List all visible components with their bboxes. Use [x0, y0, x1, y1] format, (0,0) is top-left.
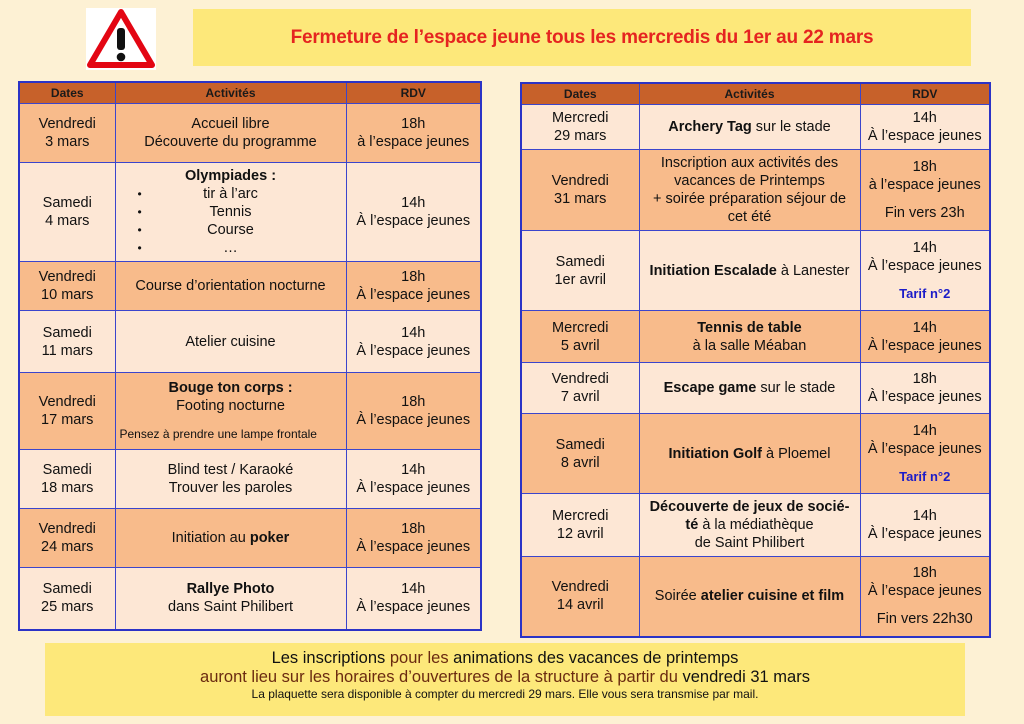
activity-line: Découverte du programme — [144, 134, 317, 150]
activity-highlight: té — [685, 517, 699, 533]
col-header-activites: Activités — [639, 83, 860, 105]
table-row — [521, 105, 990, 150]
activity-highlight: Initiation Escalade — [649, 262, 777, 279]
rdv-time: 14h — [912, 239, 937, 256]
rdv-place: à l’espace jeunes — [868, 177, 981, 193]
activity-cell — [115, 104, 346, 163]
rdv-cell — [860, 231, 990, 311]
rdv-end-time: Fin vers 22h30 — [876, 611, 973, 628]
date-cell — [19, 568, 115, 630]
rdv-time: 14h — [401, 195, 426, 211]
table-header-row — [19, 82, 481, 104]
rdv-cell — [346, 104, 481, 163]
registration-info-box — [45, 643, 965, 716]
rdv-time: 18h — [401, 521, 426, 537]
activity-line: Trouver les paroles — [168, 480, 293, 496]
activity-title: Bouge ton corps : — [168, 380, 293, 396]
activity-line: Soirée — [654, 588, 701, 605]
activity-line-group — [644, 516, 856, 534]
activity-line: + soirée préparation séjour de — [652, 191, 847, 207]
date-value: 3 mars — [45, 134, 90, 150]
rdv-place: À l’espace jeunes — [867, 128, 982, 144]
table-row — [521, 231, 990, 311]
rdv-cell — [346, 373, 481, 450]
activity-cell — [639, 363, 860, 414]
date-value: 14 avril — [556, 597, 604, 614]
activity-cell — [115, 450, 346, 509]
schedule-table-april — [520, 82, 991, 638]
activity-highlight: Initiation Golf — [668, 445, 762, 462]
date-value: 1er avril — [554, 271, 607, 288]
registration-date: vendredi 31 mars — [682, 668, 810, 686]
rdv-cell — [860, 105, 990, 150]
activity-line: sur le stade — [751, 119, 831, 135]
activity-cell — [115, 568, 346, 630]
date-day: Samedi — [555, 436, 605, 453]
activity-title: Tennis de table — [697, 319, 802, 336]
activity-line: Atelier cuisine — [185, 333, 276, 350]
list-item: • Course — [120, 221, 342, 239]
rdv-place: à l’espace jeunes — [357, 134, 470, 150]
date-cell — [521, 414, 639, 494]
date-value: 4 mars — [45, 213, 90, 229]
rdv-cell — [860, 557, 990, 637]
registration-note: La plaquette sera disponible à compter du mercredi 29 mars. Elle vous sera transmise par mail. — [251, 687, 759, 701]
date-cell — [19, 450, 115, 509]
rdv-time: 14h — [401, 581, 426, 598]
list-item: • … — [120, 239, 342, 257]
rdv-cell — [860, 494, 990, 557]
col-header-dates: Dates — [521, 83, 639, 105]
date-value: 24 mars — [41, 539, 94, 555]
col-header-rdv: RDV — [860, 83, 990, 105]
activity-cell — [639, 414, 860, 494]
date-day: Samedi — [42, 462, 92, 478]
rdv-time: 18h — [401, 116, 426, 132]
rdv-cell — [346, 311, 481, 373]
activity-line: dans Saint Philibert — [168, 599, 293, 616]
activity-line: à Lanester — [776, 262, 850, 279]
activity-cell — [115, 262, 346, 311]
table-row — [521, 557, 990, 637]
rdv-place: À l’espace jeunes — [867, 440, 982, 457]
rdv-place: À l’espace jeunes — [867, 583, 982, 600]
date-value: 5 avril — [560, 337, 600, 354]
date-value: 10 mars — [41, 287, 94, 303]
registration-text: pour les — [385, 649, 454, 667]
activity-highlight: Escape game — [663, 380, 757, 396]
rdv-time: 14h — [912, 422, 937, 439]
registration-text: auront lieu sur les horaires d’ouvertures de la structure à partir du — [200, 668, 683, 686]
rdv-place: À l’espace jeunes — [356, 480, 471, 496]
rdv-place: À l’espace jeunes — [356, 539, 471, 555]
date-day: Samedi — [42, 324, 92, 341]
table-row — [19, 262, 481, 311]
date-cell — [19, 104, 115, 163]
rdv-place: À l’espace jeunes — [867, 526, 982, 542]
date-value: 17 mars — [41, 412, 94, 428]
rdv-end-time: Fin vers 23h — [884, 205, 965, 221]
activity-title: Olympiades : — [184, 168, 277, 184]
date-value: 25 mars — [41, 599, 94, 616]
date-day: Vendredi — [38, 521, 96, 537]
table-row — [19, 104, 481, 163]
rdv-place: À l’espace jeunes — [356, 287, 471, 303]
col-header-dates: Dates — [19, 82, 115, 104]
activity-highlight: Découverte de jeux de socié- — [649, 499, 850, 515]
table-row — [521, 150, 990, 231]
date-day: Vendredi — [38, 394, 96, 410]
activity-line: à la médiathèque — [698, 517, 814, 533]
activity-cell — [639, 150, 860, 231]
date-cell — [521, 557, 639, 637]
date-day: Mercredi — [552, 319, 609, 336]
rdv-place: À l’espace jeunes — [356, 412, 471, 428]
activity-line: cet été — [727, 209, 772, 225]
list-item: • Tennis — [120, 203, 342, 221]
activity-line: Initiation au — [171, 530, 250, 546]
date-day: Vendredi — [551, 173, 609, 189]
date-cell — [19, 311, 115, 373]
activity-bullet-list — [120, 185, 342, 257]
date-day: Vendredi — [38, 269, 96, 285]
date-day: Vendredi — [38, 116, 96, 132]
table-row — [521, 311, 990, 363]
date-cell — [521, 494, 639, 557]
table-row — [521, 494, 990, 557]
rdv-cell — [860, 363, 990, 414]
date-cell — [19, 509, 115, 568]
tarif-label: Tarif n°2 — [899, 285, 951, 301]
activity-line: Footing nocturne — [176, 398, 285, 414]
activity-line: vacances de Printemps — [674, 173, 825, 189]
rdv-time: 18h — [912, 371, 937, 387]
activity-cell — [639, 557, 860, 637]
date-cell — [19, 373, 115, 450]
list-item: • tir à l’arc — [120, 185, 342, 203]
date-day: Samedi — [555, 253, 605, 270]
warning-triangle-icon — [86, 8, 156, 70]
date-day: Samedi — [42, 581, 92, 598]
activity-cell — [639, 311, 860, 363]
activity-cell — [639, 105, 860, 150]
activity-note: Pensez à prendre une lampe frontale — [119, 427, 317, 441]
date-value: 31 mars — [554, 191, 607, 207]
activity-cell — [115, 163, 346, 262]
date-value: 11 mars — [41, 342, 93, 359]
date-value: 8 avril — [560, 454, 600, 471]
rdv-cell — [346, 450, 481, 509]
col-header-activites: Activités — [115, 82, 346, 104]
activity-highlight: Archery Tag — [668, 119, 752, 135]
rdv-time: 18h — [401, 269, 426, 285]
activity-line: à Ploemel — [761, 445, 831, 462]
rdv-place: À l’espace jeunes — [867, 389, 982, 405]
activity-highlight: poker — [249, 530, 290, 546]
rdv-cell — [860, 414, 990, 494]
registration-line-1 — [45, 649, 965, 668]
rdv-place: À l’espace jeunes — [867, 257, 982, 274]
rdv-cell — [346, 509, 481, 568]
date-value: 12 avril — [556, 526, 604, 542]
activity-cell — [115, 509, 346, 568]
rdv-cell — [860, 311, 990, 363]
table-row — [521, 414, 990, 494]
activity-cell — [115, 373, 346, 450]
registration-highlight: animations des vacances de printemps — [453, 649, 739, 667]
rdv-cell — [346, 262, 481, 311]
activity-title: Rallye Photo — [186, 581, 275, 598]
rdv-cell — [860, 150, 990, 231]
activity-line: sur le stade — [756, 380, 836, 396]
table-header-row — [521, 83, 990, 105]
date-day: Vendredi — [551, 579, 609, 596]
date-day: Vendredi — [551, 371, 609, 387]
rdv-time: 18h — [912, 565, 937, 582]
activity-line: Course d’orientation nocturne — [135, 278, 326, 294]
registration-line-2 — [45, 668, 965, 687]
date-cell — [521, 105, 639, 150]
table-row — [19, 450, 481, 509]
activity-highlight: atelier cuisine et film — [700, 588, 845, 605]
rdv-time: 14h — [401, 324, 426, 341]
activity-line: Inscription aux activités des — [660, 155, 839, 171]
rdv-place: À l’espace jeunes — [356, 342, 471, 359]
date-day: Samedi — [42, 195, 92, 211]
date-cell — [521, 311, 639, 363]
rdv-cell — [346, 163, 481, 262]
date-value: 18 mars — [41, 480, 94, 496]
rdv-time: 14h — [912, 110, 937, 126]
activity-line: à la salle Méaban — [692, 337, 807, 354]
closure-banner — [193, 9, 971, 66]
date-day: Mercredi — [552, 110, 609, 126]
table-row — [19, 163, 481, 262]
col-header-rdv: RDV — [346, 82, 481, 104]
date-cell — [521, 231, 639, 311]
table-row — [19, 509, 481, 568]
activity-line: de Saint Philibert — [694, 535, 805, 551]
table-row — [521, 363, 990, 414]
table-row — [19, 311, 481, 373]
date-cell — [19, 163, 115, 262]
date-value: 29 mars — [554, 128, 607, 144]
date-cell — [521, 363, 639, 414]
rdv-cell — [346, 568, 481, 630]
activity-cell — [639, 494, 860, 557]
activity-line: Blind test / Karaoké — [167, 462, 294, 478]
rdv-time: 18h — [912, 159, 937, 175]
rdv-time: 18h — [401, 394, 426, 410]
date-day: Mercredi — [552, 508, 609, 524]
tarif-label: Tarif n°2 — [899, 468, 951, 484]
closure-banner-text: Fermeture de l’espace jeune tous les mercredis du 1er au 22 mars — [290, 26, 874, 48]
date-cell — [19, 262, 115, 311]
rdv-time: 14h — [401, 462, 426, 478]
rdv-place: À l’espace jeunes — [356, 599, 471, 616]
rdv-place: À l’espace jeunes — [356, 213, 471, 229]
table-row — [19, 373, 481, 450]
table-row — [19, 568, 481, 630]
rdv-place: À l’espace jeunes — [867, 337, 982, 354]
date-cell — [521, 150, 639, 231]
activity-cell — [115, 311, 346, 373]
rdv-time: 14h — [912, 508, 937, 524]
schedule-table-march — [18, 81, 482, 631]
date-value: 7 avril — [560, 389, 600, 405]
rdv-time: 14h — [912, 319, 937, 336]
registration-highlight: Les inscriptions — [271, 649, 386, 667]
activity-cell — [639, 231, 860, 311]
activity-line: Accueil libre — [191, 116, 270, 132]
